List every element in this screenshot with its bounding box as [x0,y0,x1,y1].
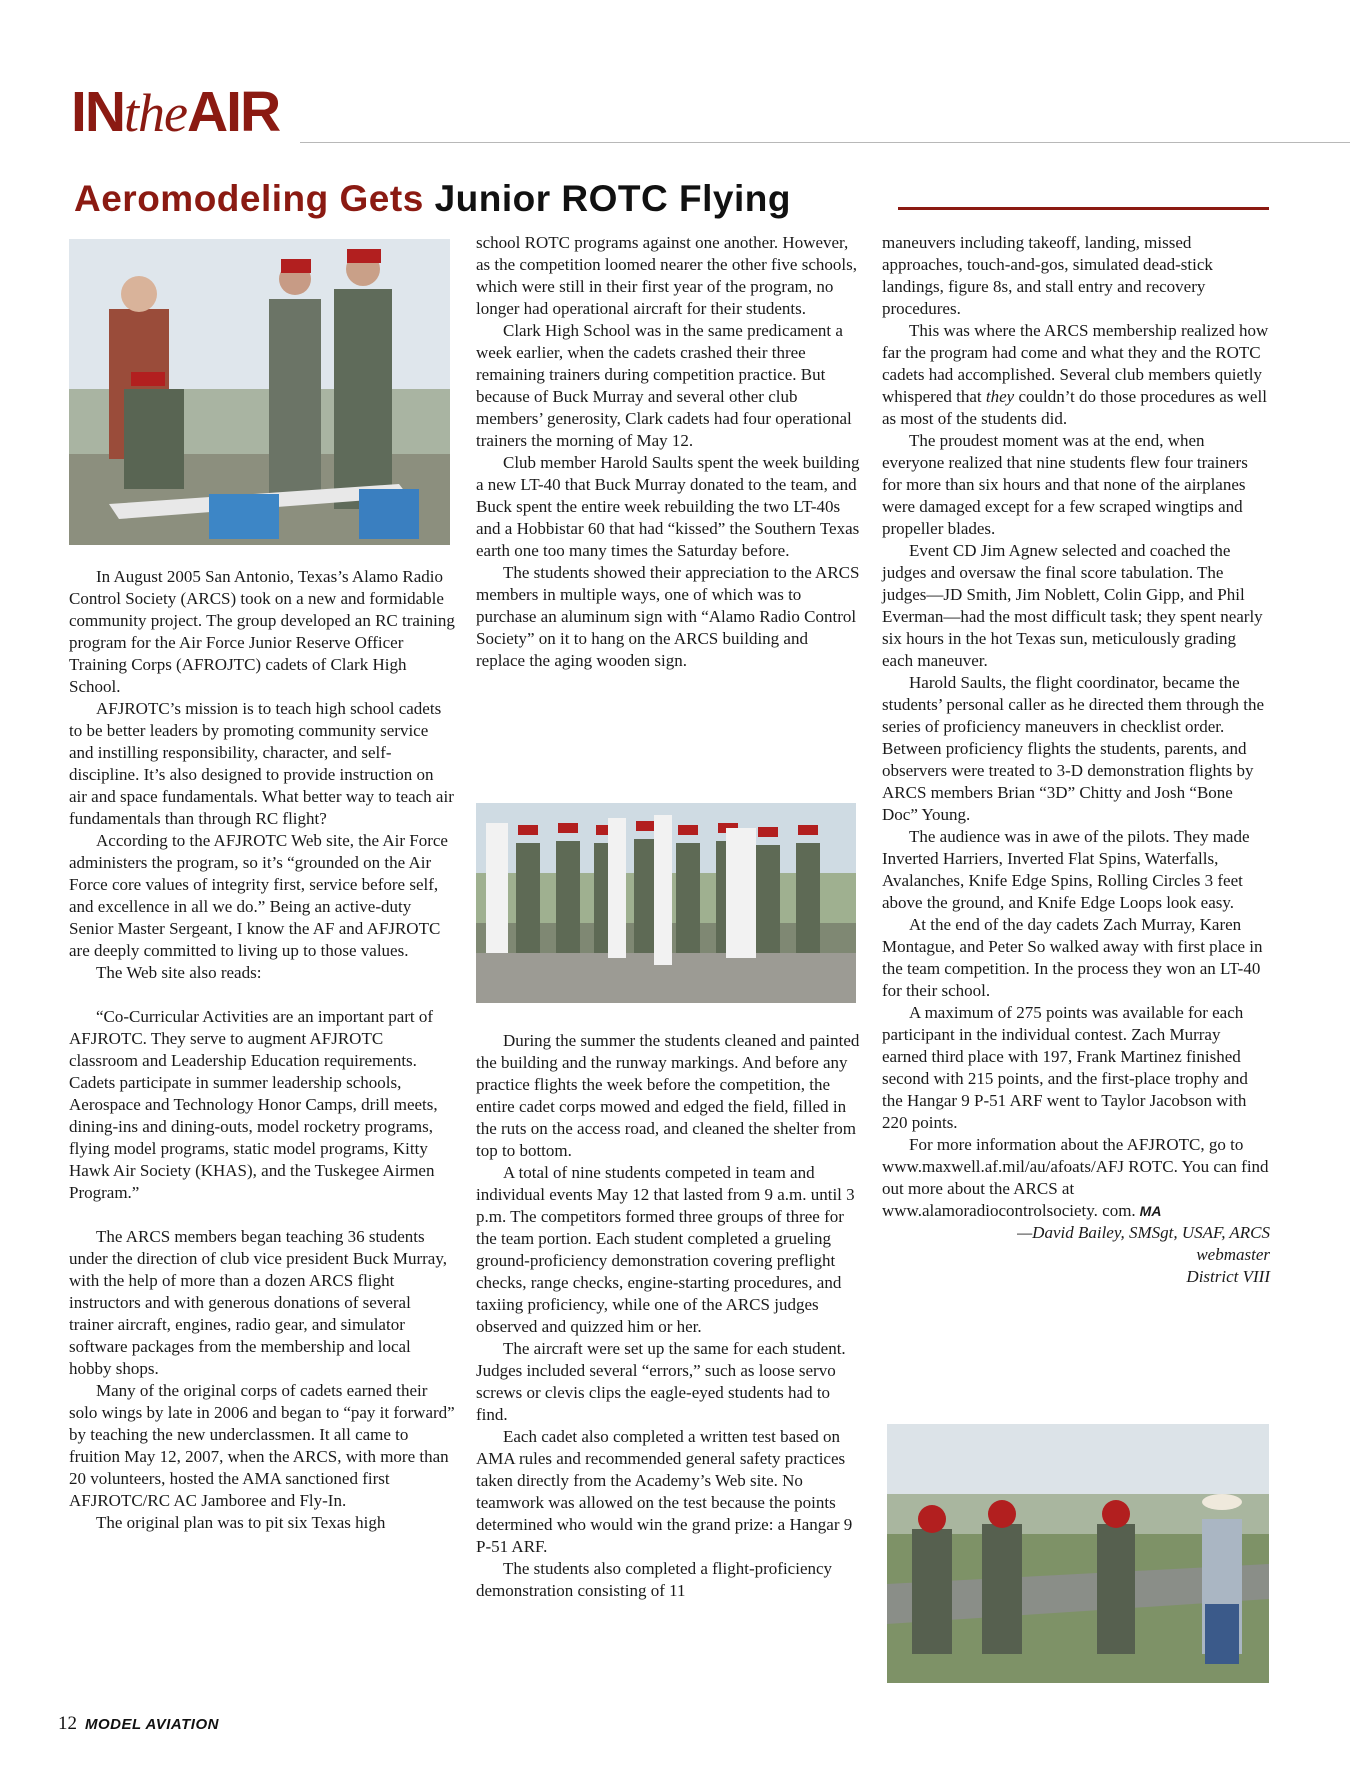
paragraph: The students showed their appreciation to the ARCS members in multiple ways, one of which was to purchase an aluminum sign with “Alamo Radio Control Society” on it to hang on the ARCS building and replace the aging wooden sign. [476,563,860,670]
page-number: 12 [58,1713,77,1734]
photo-cadets-lineup [476,803,856,1003]
column-3 [882,232,1270,1288]
magazine-name: MODEL AVIATION [85,1716,219,1733]
paragraph: In August 2005 San Antonio, Texas’s Alamo Radio Control Society (ARCS) took on a new and formidable community project. The group developed an RC training program for the Air Force Junior Reserve Officer Training Corps (AFROJTC) cadets of Clark High School. [69,567,455,696]
author-title: webmaster [1196,1245,1270,1264]
emphasis: they [985,387,1015,406]
paragraph: Event CD Jim Agnew selected and coached the judges and oversaw the final score tabulation. The judges—JD Smith, Jim Noblett, Colin Gipp, and Phil Everman—had the most difficult task; they spent nearly six hours in the hot Texas sun, meticulously grading each maneuver. [882,541,1263,670]
paragraph: AFJROTC’s mission is to teach high school cadets to be better leaders by promoting community service and instilling responsibility, character, and self-discipline. It’s also designed to provide instruction on air and space fundamentals. What better way to teach air fundamentals than through RC flight? [69,699,454,828]
paragraph: The audience was in awe of the pilots. They made Inverted Harriers, Inverted Flat Spins, Waterfalls, Avalanches, Knife Edge Spins, Rolling Circles 3 feet above the ground, and Knife Edge Loops look easy. [882,827,1250,912]
paragraph [882,1134,1270,1222]
logo-the: the [124,83,187,143]
paragraph: school ROTC programs against one another. However, as the competition loomed nearer the other five schools, which were still in their first year of the program, no longer had operational aircraft for their students. [476,233,857,318]
paragraph: During the summer the students cleaned and painted the building and the runway markings. And before any practice flights the week before the competition, the entire cadet corps mowed and edged the field, filled in the ruts on the access road, and cleaned the shelter from top to bottom. [476,1031,860,1160]
photo-instructor-cadets [69,239,450,545]
photo-cadets-flying-graphic [887,1424,1269,1683]
text-run: This was where the ARCS membership realized how far the program had come and what they and the ROTC cadets had accomplished. Several club members quietly whispered that [882,321,1269,406]
paragraph: Clark High School was in the same predicament a week earlier, when the cadets crashed their three remaining trainers during competition practice. But because of Buck Murray and several other club members’ generosity, Clark cadets had four operational trainers the morning of May 12. [476,321,852,450]
paragraph: The proudest moment was at the end, when everyone realized that nine students flew four trainers for more than six hours and that none of the airplanes were damaged except for a few scraped wingtips and propeller blades. [882,431,1248,538]
quote-paragraph: “Co-Curricular Activities are an important part of AFJROTC. They serve to augment AFJROTC classroom and Leadership Education requirements. Cadets participate in summer leadership schools, Aerospace and Technology Honor Camps, drill meets, dining-ins and dining-outs, model rocketry programs, flying model programs, static model programs, Kitty Hawk Air Society (KHAS), and the Tuskegee Airmen Program.” [69,1007,438,1202]
paragraph: Club member Harold Saults spent the week building a new LT-40 that Buck Murray donated to the team, and Buck spent the entire week rebuilding the two LT-40s and a Hobbistar 60 that had “kissed” the Southern Texas earth one too many times the Saturday before. [476,453,860,560]
paragraph: Many of the original corps of cadets earned their solo wings by late in 2006 and began to “pay it forward” by teaching the new underclassmen. It all came to fruition May 12, 2007, when the ARCS, with more than 20 volunteers, hosted the AMA sanctioned first AFJROTC/RC AC Jamboree and Fly-In. [69,1381,455,1510]
paragraph: At the end of the day cadets Zach Murray, Karen Montague, and Peter So walked away with first place in the team competition. In the process they won an LT-40 for their school. [882,915,1263,1000]
photo-cadets-lineup-graphic [476,803,856,1003]
paragraph: The ARCS members began teaching 36 students under the direction of club vice president Buck Murray, with the help of more than a dozen ARCS flight instructors and with generous donations of several trainer aircraft, engines, radio gear, and simulator software packages from the membership and local hobby shops. [69,1227,447,1378]
paragraph: According to the AFJROTC Web site, the Air Force administers the program, so it’s “grounded on the Air Force core values of integrity first, service before self, and excellence in all we do.” Being an active-duty Senior Master Sergeant, I know the AF and AFJROTC are deeply committed to living up to those values. [69,831,448,960]
text-run: For more information about the AFJROTC, go to www.maxwell.af.mil/au/afoats/AFJ ROTC. You can find out more about the ARCS at www.alamoradiocontrolsociety. com. [882,1135,1269,1220]
author-district: District VIII [1186,1267,1270,1286]
logo-air: AIR [186,80,280,144]
headline [74,180,791,217]
header-rule [300,142,1350,143]
author-signature: —David Bailey, SMSgt, USAF, ARCS [1017,1223,1270,1242]
text-run: couldn’t do those procedures as well as most of the students did. [882,387,1267,428]
end-mark: MA [1139,1203,1162,1219]
photo-cadets-flying [887,1424,1269,1683]
paragraph: maneuvers including takeoff, landing, missed approaches, touch-and-gos, simulated dead-stick landings, figure 8s, and stall entry and recovery procedures. [882,233,1213,318]
paragraph: A maximum of 275 points was available for each participant in the individual contest. Zach Murray earned third place with 197, Frank Martinez finished second with 215 points, and the first-place trophy and the Hangar 9 P-51 ARF went to Taylor Jacobson with 220 points. [882,1003,1248,1132]
paragraph: Harold Saults, the flight coordinator, became the students’ personal caller as he directed them through the series of proficiency maneuvers in checklist order. Between proficiency flights the students, parents, and observers were treated to 3-D demonstration flights by ARCS members Brian “3D” Chitty and Josh “Bone Doc” Young. [882,673,1265,824]
paragraph: The students also completed a flight-proficiency demonstration consisting of 11 [476,1559,833,1600]
logo-in: IN [71,80,124,144]
paragraph [882,320,1270,430]
column-2-top [476,232,861,672]
paragraph: The original plan was to pit six Texas high [96,1513,386,1532]
paragraph: The aircraft were set up the same for each student. Judges included several “errors,” such as loose servo screws or clevis clips the eagle-eyed students had to find. [476,1339,846,1424]
column-1 [69,566,455,1534]
section-logo [71,80,280,144]
page-footer [58,1713,219,1735]
headline-red: Aeromodeling Gets [74,178,424,219]
column-2-bottom [476,1030,861,1602]
paragraph: A total of nine students competed in team and individual events May 12 that lasted from 9 a.m. until 3 p.m. The competitors formed three groups of three for the team portion. Each student completed a grueling ground-proficiency demonstration covering preflight checks, range checks, engine-starting procedures, and taxiing proficiency, while one of the ARCS judges observed and quizzed him or her. [476,1163,855,1336]
photo-instructor-cadets-graphic [69,239,450,545]
paragraph: Each cadet also completed a written test based on AMA rules and recommended general safety practices taken directly from the Academy’s Web site. No teamwork was allowed on the test because the points determined who would win the grand prize: a Hangar 9 P-51 ARF. [476,1427,853,1556]
headline-black: Junior ROTC Flying [434,178,791,219]
paragraph: The Web site also reads: [96,963,262,982]
headline-rule [898,207,1269,210]
